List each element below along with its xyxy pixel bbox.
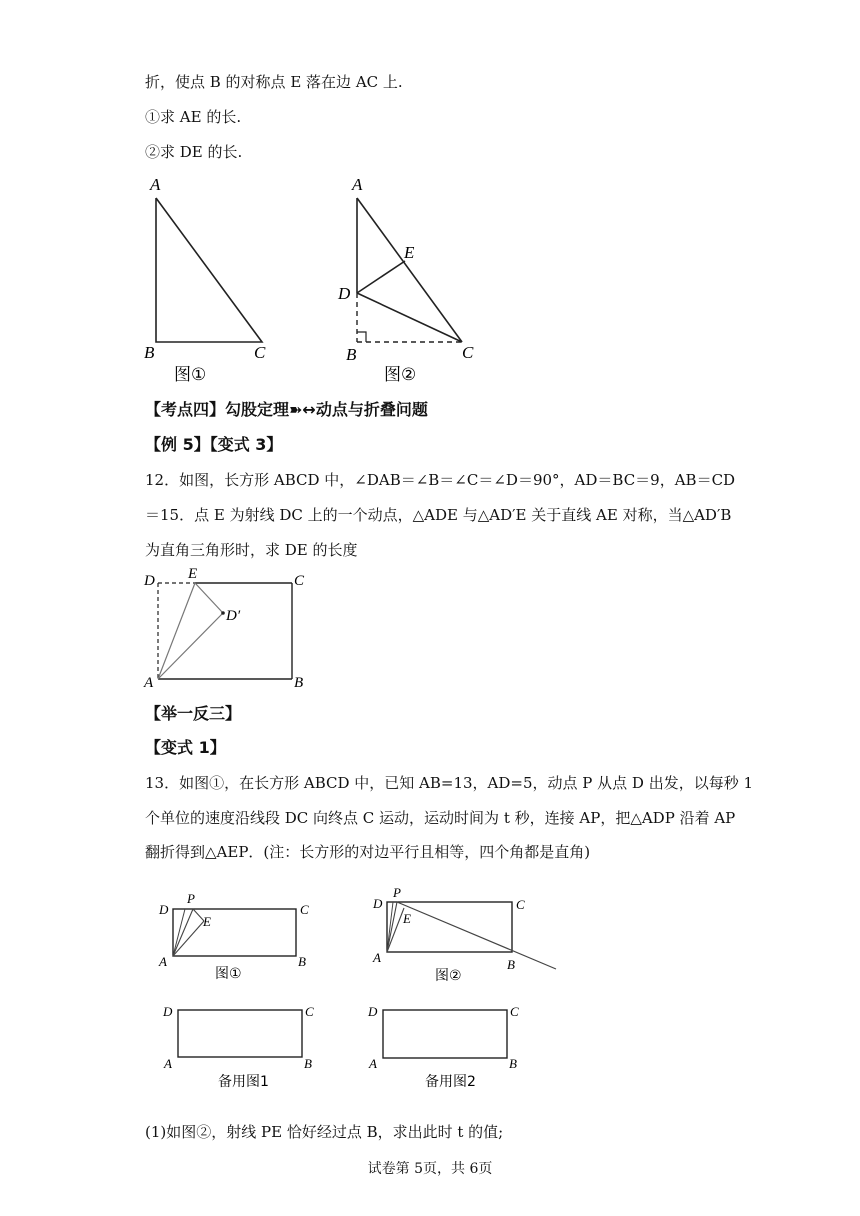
text-line: (1)如图②，射线 PE 恰好经过点 B，求出此时 t 的值; [145, 1123, 504, 1141]
label-A: A [159, 954, 167, 969]
label-A: A [144, 675, 154, 691]
label-B: B [298, 954, 306, 969]
practice-title: 【举一反三】 [145, 704, 242, 723]
label-C: C [516, 897, 525, 912]
figure-caption: 备用图1 [218, 1074, 269, 1090]
label-A: A [150, 175, 161, 194]
label-E: E [404, 243, 415, 262]
label-D: D [144, 573, 155, 589]
text-line: 为直角三角形时，求 DE 的长度 [145, 541, 358, 559]
label-E: E [203, 914, 211, 929]
text-line: 个单位的速度沿线段 DC 向终点 C 运动，运动时间为 t 秒，连接 AP，把△ADP 沿着 AP [145, 809, 736, 827]
label-A: A [164, 1056, 172, 1071]
example-title: 【例 5】【变式 3】 [145, 435, 283, 454]
label-C: C [300, 902, 309, 917]
section-title: 【考点四】勾股定理➽↔动点与折叠问题 [145, 400, 428, 419]
label-B: B [304, 1056, 312, 1071]
q12-figure-rectangle [140, 565, 320, 695]
variant-title: 【变式 1】 [145, 738, 226, 757]
label-C: C [462, 343, 474, 362]
label-D: D [338, 284, 351, 303]
figure-caption: 图② [435, 968, 462, 984]
figure-caption: 图① [174, 365, 207, 385]
text-line: 翻折得到△AEP．(注：长方形的对边平行且相等，四个角都是直角) [145, 843, 591, 861]
q13-figure-2 [360, 885, 570, 990]
figure-caption: 图① [215, 966, 242, 982]
text-line: ①求 AE 的长. [145, 108, 242, 126]
text-line: 13．如图①，在长方形 ABCD 中，已知 AB=13，AD=5，动点 P 从点 D 出发，以每秒 1 [145, 774, 754, 792]
figure-caption: 备用图2 [425, 1074, 476, 1090]
page-footer: 试卷第 5页，共 6页 [367, 1161, 493, 1177]
label-D: D [163, 1004, 173, 1019]
text-line: 折，使点 B 的对称点 E 落在边 AC 上. [145, 73, 403, 91]
label-D: D [368, 1004, 378, 1019]
label-B: B [507, 957, 515, 972]
label-C: C [254, 343, 266, 362]
figure-caption: 图② [384, 365, 417, 385]
figure-2-folded-triangle [330, 170, 490, 390]
text-line: ＝15．点 E 为射线 DC 上的一个动点，△ADE 与△AD′E 关于直线 AE 对称，当△AD′B [145, 506, 732, 524]
label-C: C [510, 1004, 519, 1019]
label-A: A [369, 1056, 377, 1071]
label-B: B [509, 1056, 517, 1071]
label-A: A [373, 950, 381, 965]
label-P: P [393, 885, 401, 900]
text-line: 12．如图，长方形 ABCD 中，∠DAB＝∠B＝∠C＝∠D＝90°，AD＝BC＝9，AB＝CD [145, 471, 736, 489]
text-line: ②求 DE 的长. [145, 143, 243, 161]
label-A: A [352, 175, 363, 194]
label-B: B [294, 675, 304, 691]
label-B: B [346, 345, 357, 364]
figure-1-triangle [140, 170, 290, 390]
label-E: E [403, 911, 411, 926]
label-C: C [305, 1004, 314, 1019]
q13-spare-figure-2 [365, 1000, 535, 1095]
q13-figure-1 [155, 888, 325, 988]
label-D: D [373, 896, 383, 911]
q13-spare-figure-1 [160, 1000, 330, 1095]
label-P: P [187, 891, 195, 906]
label-B: B [144, 343, 155, 362]
label-D-prime: D′ [226, 608, 241, 624]
label-D: D [159, 902, 169, 917]
label-C: C [294, 573, 305, 589]
label-E: E [188, 566, 198, 582]
